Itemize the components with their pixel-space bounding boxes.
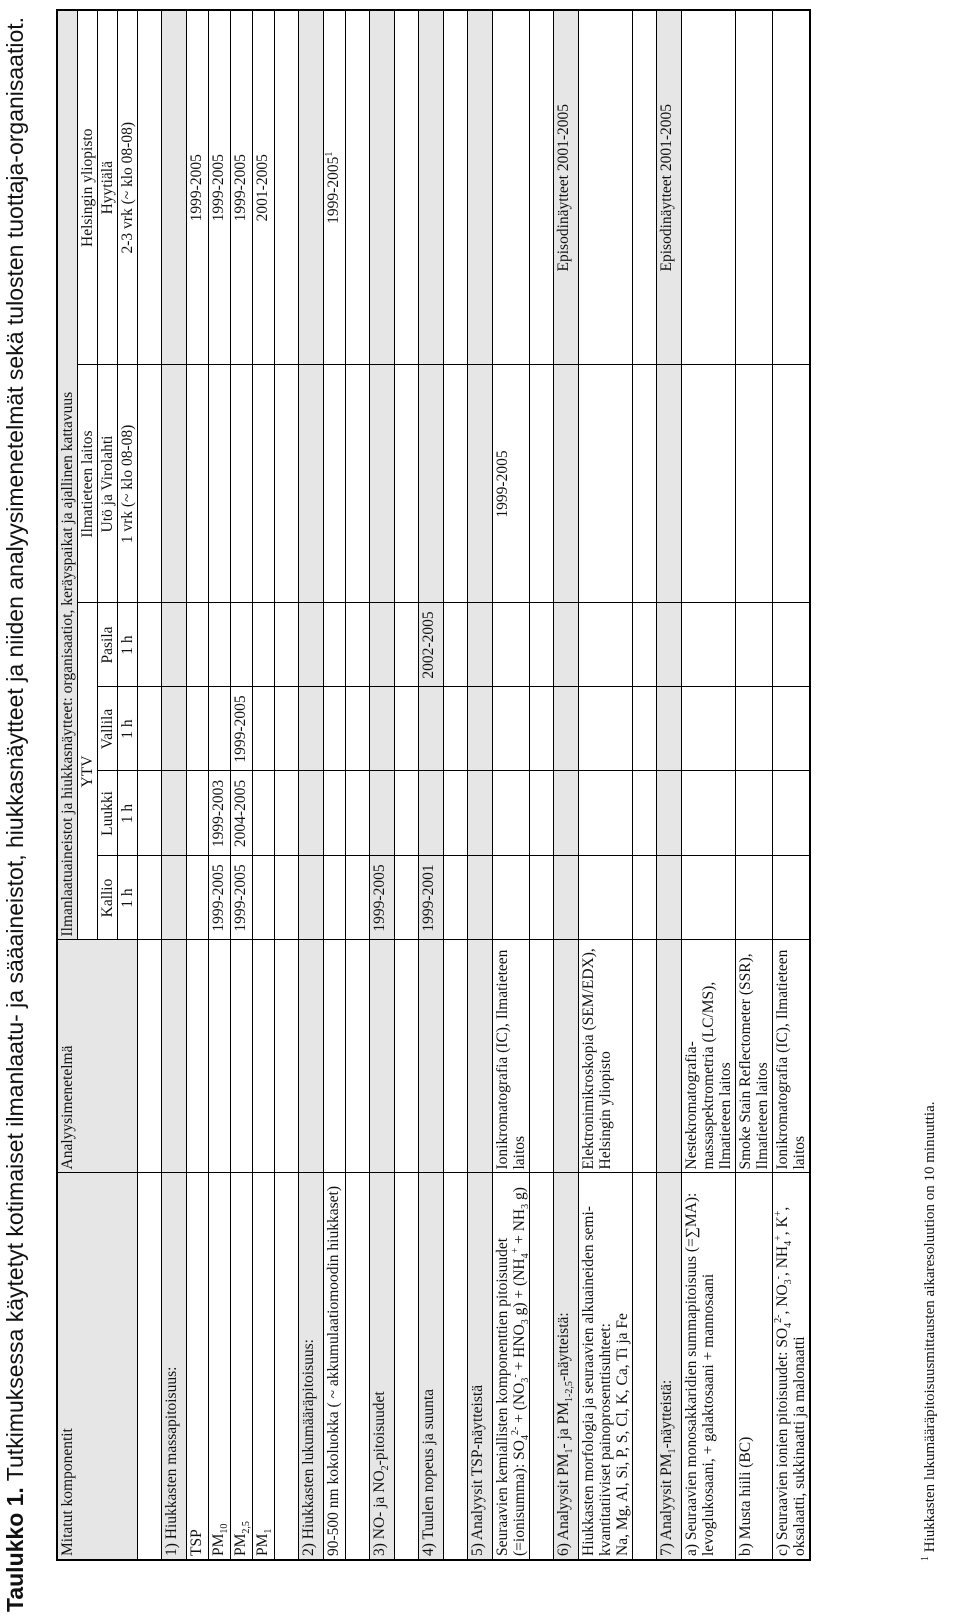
row-pm1 bbox=[253, 10, 275, 1560]
section-3-title: 3) NO- ja $NO_2$-pitoisuudet bbox=[370, 1173, 395, 1560]
row-number-conc bbox=[324, 10, 346, 1560]
method-ic-tsp: Ionikromatografia (IC), Ilmatieteen laitos bbox=[493, 940, 530, 1173]
label-pm10: $PM_{10}$ bbox=[209, 1173, 231, 1560]
res-vallila: 1 h bbox=[118, 687, 138, 771]
section-7-title: 7) Analyysit $PM_1$-näytteistä: bbox=[657, 1173, 682, 1560]
label-black-carbon: b) Musta hiili (BC) bbox=[736, 1173, 773, 1560]
spacer-row bbox=[395, 10, 419, 1560]
method-lcms: Nestekromatografia-massaspektrometria (LC/MS), Ilmatieteen laitos bbox=[682, 940, 736, 1173]
label-ionsum: Seuraavien kemiallisten komponenttien pitoisuudet (=ionisumma): $SO_4^{2-} + (NO_3^- + HNO_3$ $g) + (NH_4^+ + NH_3$ g) bbox=[493, 1173, 530, 1560]
wind-pasila: 2002-2005 bbox=[419, 603, 444, 687]
section-6-row bbox=[554, 10, 579, 1560]
res-uto: 1 vrk (~ klo 08-08) bbox=[118, 365, 138, 603]
row-monosaccharides bbox=[682, 10, 736, 1560]
pm25-hyytiala: 1999-2005 bbox=[231, 10, 253, 365]
label-ions: c) Seuraavien ionien pitoisuudet: $SO_4^{2-}$, $NO_3^-$, $NH_4^+$, K+, oksalaatti, sukkinaatti ja malonaatti bbox=[773, 1173, 811, 1560]
header-ilmatieteen: Ilmatieteen laitos bbox=[78, 365, 98, 603]
section-7-row bbox=[657, 10, 682, 1560]
header-datasets: Ilmanlaatuaineistot ja hiukkasnäytteet: organisaatiot, keräyspaikat ja ajallinen kattavuus bbox=[57, 10, 78, 940]
label-tsp: TSP bbox=[187, 1173, 209, 1560]
ionsum-uto: 1999-2005 bbox=[493, 365, 530, 603]
caption-label: Taulukko 1. bbox=[2, 1487, 28, 1612]
section-4-row bbox=[419, 10, 444, 1560]
section-4-title: 4) Tuulen nopeus ja suunta bbox=[419, 1173, 444, 1560]
site-hyytiala: Hyytiälä bbox=[98, 10, 118, 365]
spacer-row bbox=[346, 10, 370, 1560]
res-kallio: 1 h bbox=[118, 856, 138, 940]
row-tsp-analysis bbox=[493, 10, 530, 1560]
pm10-kallio: 1999-2005 bbox=[209, 856, 231, 940]
label-sem: Hiukkasten morfologia ja seuraavien alkuaineiden semi-kvantitatiiviset painoprosenttisuhteet: Na, Mg, Al, Si, P, S, Cl, K, Ca, Ti ja Fe bbox=[579, 1173, 633, 1560]
pm25-kallio: 1999-2005 bbox=[231, 856, 253, 940]
spacer-row bbox=[275, 10, 299, 1560]
res-luukki: 1 h bbox=[118, 771, 138, 856]
footnote-mark: 1 bbox=[920, 1556, 931, 1561]
row-pm10 bbox=[209, 10, 231, 1560]
row-ions bbox=[773, 10, 811, 1560]
res-hyytiala: 2-3 vrk (~ klo 08-08) bbox=[118, 10, 138, 365]
no-kallio: 1999-2005 bbox=[370, 856, 395, 940]
pm10-luukki: 1999-2003 bbox=[209, 771, 231, 856]
footnote bbox=[922, 1101, 939, 1561]
site-vallila: Vallila bbox=[98, 687, 118, 771]
method-sem: Elektronimikroskopia (SEM/EDX), Helsingin yliopisto bbox=[579, 940, 633, 1173]
pm25-vallila: 1999-2005 bbox=[231, 687, 253, 771]
row-sem bbox=[579, 10, 633, 1560]
method-ssr: Smoke Stain Reflectometer (SSR), Ilmatieteen laitos bbox=[736, 940, 773, 1173]
section-2-title: 2) Hiukkasten lukumääräpitoisuus: bbox=[299, 1173, 324, 1560]
header-components: Mitatut komponentit bbox=[57, 1173, 138, 1560]
pm1-analysis-hyytiala: Episodinäytteet 2001-2005 bbox=[657, 10, 682, 365]
header-ytv: YTV bbox=[78, 603, 98, 940]
pm1-hyytiala: 2001-2005 bbox=[253, 10, 275, 365]
section-5-title: 5) Analyysit TSP-näytteistä bbox=[468, 1173, 493, 1560]
site-luukki: Luukki bbox=[98, 771, 118, 856]
table-caption bbox=[2, 12, 28, 1612]
site-uto: Utö ja Virolahti bbox=[98, 365, 118, 603]
label-number-conc: 90-500 nm kokoluokka ( ~ akkumulaatiomoodin hiukkaset) bbox=[324, 1173, 346, 1560]
site-kallio: Kallio bbox=[98, 856, 118, 940]
res-pasila: 1 h bbox=[118, 603, 138, 687]
section-2-row bbox=[299, 10, 324, 1560]
header-helsingin: Helsingin yliopisto bbox=[78, 10, 98, 365]
row-tsp bbox=[187, 10, 209, 1560]
tsp-hyytiala: 1999-2005 bbox=[187, 10, 209, 365]
caption-text: Tutkimuksessa käytetyt kotimaiset ilmanlaatu- ja sääaineistot, hiukkasnäytteet ja niiden analyysimenetelmät sekä tulosten tuottaja-organisaatiot. bbox=[2, 16, 28, 1482]
site-pasila: Pasila bbox=[98, 603, 118, 687]
label-pm25: $PM_{2,5}$ bbox=[231, 1173, 253, 1560]
header-row-1 bbox=[57, 10, 78, 1560]
spacer-row bbox=[530, 10, 554, 1560]
section-1-title: 1) Hiukkasten massapitoisuus: bbox=[162, 1173, 187, 1560]
section-1-row bbox=[162, 10, 187, 1560]
pm10-hyytiala: 1999-2005 bbox=[209, 10, 231, 365]
section-5-row bbox=[468, 10, 493, 1560]
method-ic-pm1: Ionikromatografia (IC), Ilmatieteen laitos bbox=[773, 940, 811, 1173]
row-black-carbon bbox=[736, 10, 773, 1560]
row-pm25 bbox=[231, 10, 253, 1560]
label-monosaccharides: a) Seuraavien monosakkaridien summapitoisuus (=∑MA): levoglukosaani, + galaktosaani + mannosaani bbox=[682, 1173, 736, 1560]
spacer-row bbox=[138, 10, 162, 1560]
label-pm1: $PM_1$ bbox=[253, 1173, 275, 1560]
pm25-luukki: 2004-2005 bbox=[231, 771, 253, 856]
section-6-title: 6) Analyysit $PM_1-$ ja $PM_{1-2,5}$-näytteistä: bbox=[554, 1173, 579, 1560]
section-3-row bbox=[370, 10, 395, 1560]
sem-hyytiala: Episodinäytteet 2001-2005 bbox=[554, 10, 579, 365]
header-method: Analyysimenetelmä bbox=[57, 940, 138, 1173]
wind-kallio: 1999-2001 bbox=[419, 856, 444, 940]
spacer-row bbox=[444, 10, 468, 1560]
footnote-text: Hiukkasten lukumääräpitoisuusmittausten aikaresoluution on 10 minuuttia. bbox=[922, 1101, 938, 1553]
spacer-row bbox=[633, 10, 657, 1560]
number-conc-hyytiala: 1999-2005$^1$ bbox=[324, 10, 346, 365]
data-table bbox=[56, 9, 811, 1561]
